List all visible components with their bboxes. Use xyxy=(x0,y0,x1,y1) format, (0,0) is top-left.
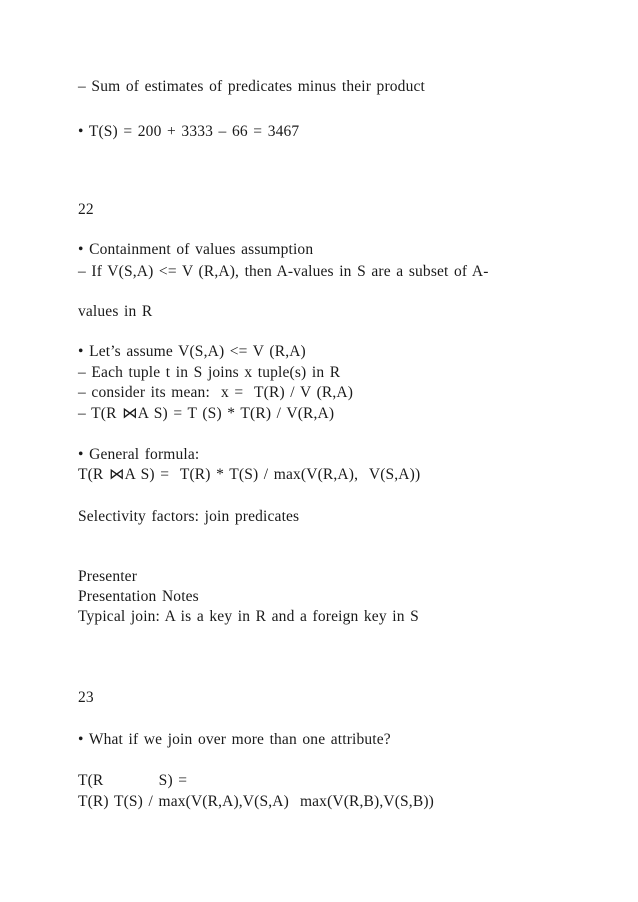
text-line-each-tuple: – Each tuple t in S joins x tuple(s) in R xyxy=(78,364,341,381)
text-line-join-estimate: – T(R ⋈A S) = T (S) * T(R) / V(R,A) xyxy=(78,405,335,422)
text-line-presentation-notes: Presentation Notes xyxy=(78,588,199,605)
slide-number-22: 22 xyxy=(78,201,94,218)
text-line-tr-s: T(R S) = xyxy=(78,772,188,789)
text-line-typical-join: Typical join: A is a key in R and a foreign key in S xyxy=(78,608,419,625)
text-line-consider-mean: – consider its mean: x = T(R) / V (R,A) xyxy=(78,384,354,401)
text-line-if-v: – If V(S,A) <= V (R,A), then A-values in S are a subset of A- xyxy=(78,263,489,280)
text-line-formula: T(R ⋈A S) = T(R) * T(S) / max(V(R,A), V(S,A)) xyxy=(78,466,421,483)
text-line-sum-estimates: – Sum of estimates of predicates minus their product xyxy=(78,78,425,95)
text-line-multi-formula: T(R) T(S) / max(V(R,A),V(S,A) max(V(R,B),V(S,B)) xyxy=(78,793,434,810)
text-line-containment: • Containment of values assumption xyxy=(78,241,314,258)
text-line-multi-attribute: • What if we join over more than one attribute? xyxy=(78,731,391,748)
text-line-general-formula: • General formula: xyxy=(78,446,200,463)
text-line-selectivity: Selectivity factors: join predicates xyxy=(78,508,300,525)
slide-number-23: 23 xyxy=(78,689,94,706)
text-line-presenter: Presenter xyxy=(78,568,138,585)
text-line-ts-result: • T(S) = 200 + 3333 – 66 = 3467 xyxy=(78,123,300,140)
text-line-values-in-r: values in R xyxy=(78,303,153,320)
text-line-lets-assume: • Let’s assume V(S,A) <= V (R,A) xyxy=(78,343,306,360)
